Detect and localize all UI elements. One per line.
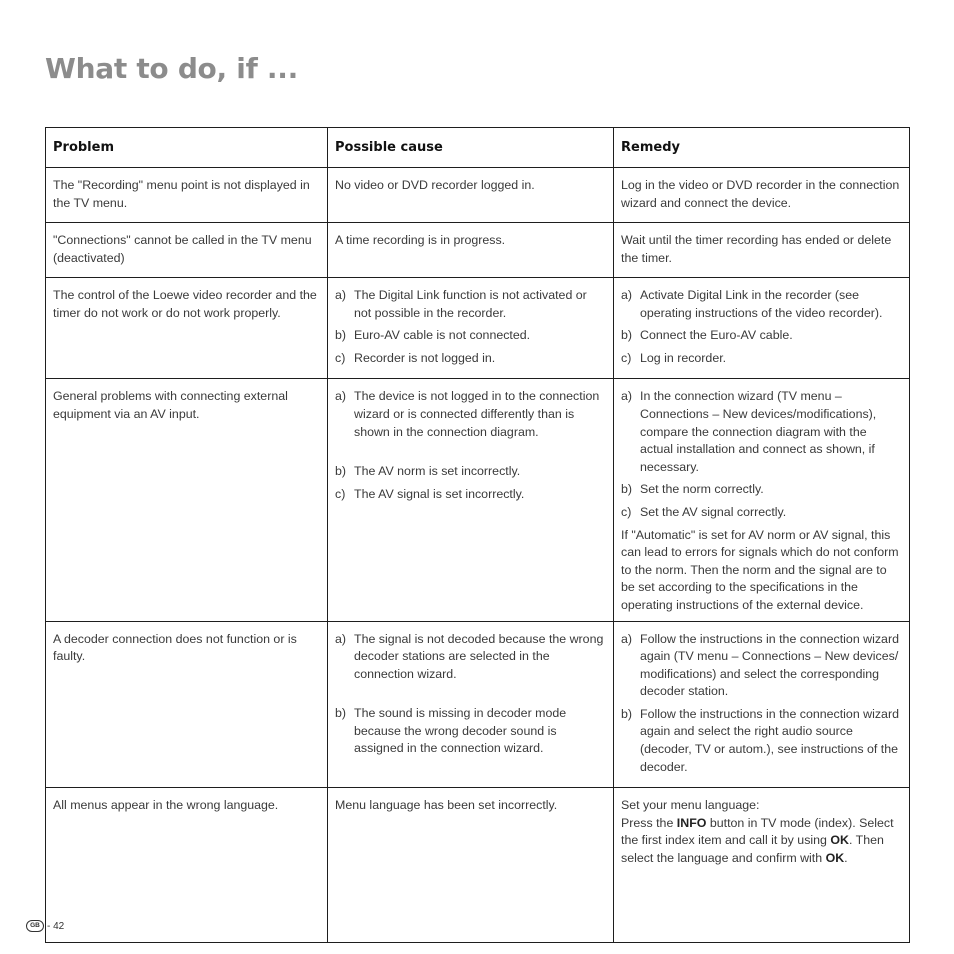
list-marker: a) xyxy=(621,288,633,302)
remedy-text: . Then select the language and confirm with xyxy=(621,833,884,866)
list-text: Set the norm correctly. xyxy=(640,482,764,497)
list-text: Set the AV signal correctly. xyxy=(640,504,787,519)
list-item xyxy=(335,705,606,758)
problem-cell: All menus appear in the wrong language. xyxy=(46,788,328,943)
header-problem: Problem xyxy=(46,128,328,168)
cause-cell xyxy=(328,379,614,621)
remedy-cell: Wait until the timer recording has ended or delete the timer. xyxy=(614,223,910,278)
list-item xyxy=(621,706,902,776)
list-item xyxy=(621,287,902,322)
list-marker: a) xyxy=(335,389,347,404)
remedy-cell xyxy=(614,379,910,621)
remedy-text: button in TV mode (index). Select the first index item and call it by using xyxy=(621,815,894,848)
cause-cell: No video or DVD recorder logged in. xyxy=(328,168,614,223)
problem-cell: The control of the Loewe video recorder and the timer do not work or do not work properly. xyxy=(46,278,328,379)
remedy-paragraph xyxy=(621,815,902,868)
list-text: Connect the Euro-AV cable. xyxy=(640,328,793,343)
troubleshooting-table xyxy=(45,127,910,943)
list-item xyxy=(621,481,902,499)
table-row xyxy=(46,278,910,379)
header-remedy: Remedy xyxy=(614,128,910,168)
remedy-note: If "Automatic" is set for AV norm or AV signal, this can lead to errors for signals which do not conform to the norm. Then the norm and the signal are to be set according to the specifications in the operating instructions of the external device. xyxy=(621,527,899,612)
list-text: The device is not logged in to the connection wizard or is connected differently than is shown in the connection diagram. xyxy=(354,389,600,439)
list-text: Euro-AV cable is not connected. xyxy=(354,328,531,343)
problem-cell: A decoder connection does not function or is faulty. xyxy=(46,621,328,788)
list-marker: c) xyxy=(335,486,346,501)
table-row xyxy=(46,788,910,943)
header-possible-cause: Possible cause xyxy=(328,128,614,168)
list-marker: c) xyxy=(621,504,632,519)
list-item xyxy=(335,350,606,368)
list-text: The AV norm is set incorrectly. xyxy=(354,464,521,479)
remedy-text: . xyxy=(844,851,848,866)
ok-keyword: OK xyxy=(825,851,845,866)
list-marker: a) xyxy=(335,288,347,302)
list-item xyxy=(621,350,902,368)
table-row xyxy=(46,379,910,621)
list-item xyxy=(335,327,606,345)
remedy-cell xyxy=(614,788,910,943)
list-item xyxy=(621,327,902,345)
list-text: Activate Digital Link in the recorder (see operating instructions of the video recorder). xyxy=(640,288,883,320)
list-text: The signal is not decoded because the wrong decoder stations are selected in the connection wizard. xyxy=(354,631,604,681)
list-item xyxy=(335,631,606,684)
list-marker: b) xyxy=(621,328,633,343)
list-item xyxy=(335,388,606,441)
cause-cell: Menu language has been set incorrectly. xyxy=(328,788,614,943)
list-marker: a) xyxy=(621,631,633,646)
list-text: Recorder is not logged in. xyxy=(354,350,496,365)
table-row xyxy=(46,223,910,278)
list-item xyxy=(621,388,902,476)
list-item xyxy=(335,463,606,481)
list-marker: b) xyxy=(335,464,347,479)
list-marker: b) xyxy=(621,482,633,497)
problem-cell: The "Recording" menu point is not displayed in the TV menu. xyxy=(46,168,328,223)
problem-cell: General problems with connecting external equipment via an AV input. xyxy=(46,379,328,621)
list-marker: b) xyxy=(335,706,347,721)
info-keyword: INFO xyxy=(676,815,707,830)
page-footer xyxy=(26,920,64,932)
list-marker: a) xyxy=(621,389,633,404)
list-item xyxy=(335,287,606,322)
list-marker: c) xyxy=(621,350,632,365)
list-item xyxy=(621,631,902,701)
remedy-cell: Log in the video or DVD recorder in the connection wizard and connect the device. xyxy=(614,168,910,223)
page-title: What to do, if ... xyxy=(45,52,298,85)
remedy-text: Press the xyxy=(621,815,677,830)
remedy-cell xyxy=(614,621,910,788)
list-marker: b) xyxy=(335,328,347,343)
cause-cell: A time recording is in progress. xyxy=(328,223,614,278)
list-marker: c) xyxy=(335,350,346,365)
list-marker: b) xyxy=(621,706,633,721)
table-row xyxy=(46,168,910,223)
list-text: The Digital Link function is not activated or not possible in the recorder. xyxy=(354,288,587,320)
list-item xyxy=(335,486,606,504)
list-marker: a) xyxy=(335,631,347,646)
table-row xyxy=(46,621,910,788)
list-text: The sound is missing in decoder mode because the wrong decoder sound is assigned in the connection wizard. xyxy=(354,706,567,756)
list-text: Follow the instructions in the connection wizard again (TV menu – Connections – New devices/ modifications) and select the corresponding decoder station. xyxy=(640,631,899,699)
problem-cell: "Connections" cannot be called in the TV menu (deactivated) xyxy=(46,223,328,278)
cause-cell xyxy=(328,278,614,379)
ok-keyword: OK xyxy=(830,833,849,848)
list-text: In the connection wizard (TV menu – Connections – New devices/modifications), compare the connection diagram with the actual installation and connect as shown, if necessary. xyxy=(640,389,877,474)
list-text: The AV signal is set incorrectly. xyxy=(354,486,525,501)
table-header-row xyxy=(46,128,910,168)
list-text: Log in recorder. xyxy=(640,350,727,365)
language-badge-icon: GB xyxy=(26,920,44,932)
list-item xyxy=(621,504,902,522)
list-text: Follow the instructions in the connection wizard again and select the right audio source (decoder, TV or autom.), see instructions of the decoder. xyxy=(640,706,899,774)
page-number: - 42 xyxy=(47,920,65,932)
cause-cell xyxy=(328,621,614,788)
remedy-cell xyxy=(614,278,910,379)
remedy-line: Set your menu language: xyxy=(621,798,760,813)
